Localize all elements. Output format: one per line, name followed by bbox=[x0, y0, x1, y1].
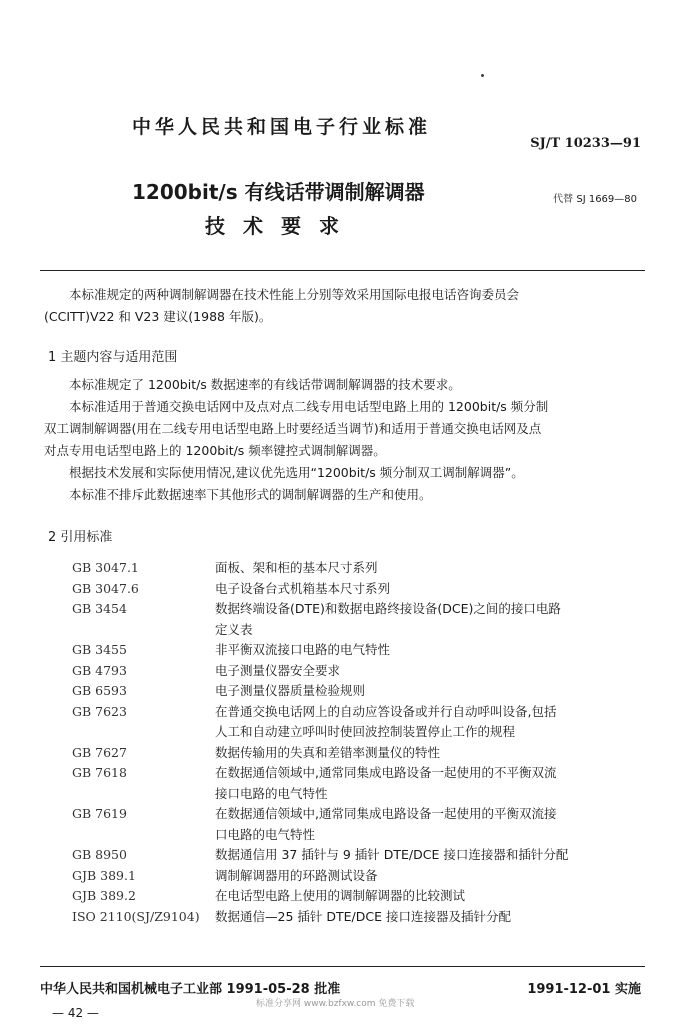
section-1-line: 本标准适用于普通交换电话网中及点对点二线专用电话型电路上用的 1200bit/s 频分制 bbox=[69, 399, 549, 414]
reference-title: 定义表 bbox=[215, 621, 253, 637]
reference-code: GB 3454 bbox=[72, 601, 127, 616]
reference-title: 数据通信用 37 插针与 9 插针 DTE/DCE 接口连接器和插针分配 bbox=[215, 847, 569, 862]
reference-title: 在电话型电路上使用的调制解调器的比较测试 bbox=[215, 888, 466, 903]
reference-row bbox=[72, 763, 652, 804]
reference-code: ISO 2110(SJ/Z9104) bbox=[72, 908, 200, 924]
intro-paragraph bbox=[44, 284, 642, 328]
reference-code: GJB 389.2 bbox=[72, 888, 136, 903]
reference-row bbox=[72, 599, 652, 640]
reference-code: GB 6593 bbox=[72, 683, 127, 698]
reference-code: GB 7627 bbox=[72, 744, 127, 760]
section-1-heading: 1 主题内容与适用范围 bbox=[48, 350, 178, 365]
reference-title: 接口电路的电气特性 bbox=[215, 785, 328, 801]
implementation-date: 1991-12-01 实施 bbox=[527, 982, 641, 997]
reference-row bbox=[72, 579, 652, 600]
reference-code: GB 8950 bbox=[72, 847, 127, 862]
reference-row bbox=[72, 702, 652, 743]
reference-title: 在数据通信领域中,通常同集成电路设备一起使用的平衡双流接 bbox=[215, 806, 557, 821]
approval-note: 中华人民共和国机械电子工业部 1991-05-28 批准 bbox=[40, 982, 341, 997]
reference-row bbox=[72, 558, 652, 579]
reference-code: GB 3047.6 bbox=[72, 580, 139, 596]
reference-title: 口电路的电气特性 bbox=[215, 826, 316, 842]
reference-code: GJB 389.1 bbox=[72, 867, 136, 883]
standard-body-heading: 中华人民共和国电子行业标准 bbox=[132, 116, 432, 138]
intro-line: (CCITT)V22 和 V23 建议(1988 年版)。 bbox=[44, 309, 272, 324]
reference-title: 电子测量仪器安全要求 bbox=[215, 662, 341, 678]
section-1-line: 对点专用电话型电路上的 1200bit/s 频率键控式调制解调器。 bbox=[44, 443, 386, 458]
document-subtitle: 技术要求 bbox=[205, 214, 357, 238]
reference-title: 调制解调器用的环路测试设备 bbox=[215, 867, 378, 883]
reference-title: 数据终端设备(DTE)和数据电路终接设备(DCE)之间的接口电路 bbox=[215, 601, 561, 616]
reference-title: 在数据通信领域中,通常同集成电路设备一起使用的不平衡双流 bbox=[215, 765, 557, 780]
reference-row bbox=[72, 804, 652, 845]
reference-row bbox=[72, 866, 652, 887]
reference-title: 数据通信—25 插针 DTE/DCE 接口连接器及插针分配 bbox=[215, 908, 511, 924]
section-1-line: 双工调制解调器(用在二线专用电话型电路上时要经适当调节)和适用于普通交换电话网及点 bbox=[44, 421, 542, 436]
reference-title: 人工和自动建立呼叫时使回波控制装置停止工作的规程 bbox=[215, 724, 516, 739]
reference-title: 非平衡双流接口电路的电气特性 bbox=[215, 642, 391, 657]
replaces-note: 代替 SJ 1669—80 bbox=[553, 194, 637, 205]
reference-row bbox=[72, 640, 652, 661]
section-1-line: 本标准不排斥此数据速率下其他形式的调制解调器的生产和使用。 bbox=[69, 487, 432, 502]
watermark-text: 标准分享网 www.bzfxw.com 免费下载 bbox=[256, 999, 415, 1009]
reference-title: 电子测量仪器质量检验规则 bbox=[215, 683, 366, 698]
top-divider bbox=[40, 270, 645, 271]
reference-code: GB 4793 bbox=[72, 662, 127, 678]
section-1-body bbox=[44, 374, 642, 506]
reference-code: GB 7618 bbox=[72, 765, 127, 780]
reference-title: 在普通交换电话网上的自动应答设备或并行自动呼叫设备,包括 bbox=[215, 703, 557, 719]
reference-title: 电子设备台式机箱基本尺寸系列 bbox=[215, 580, 391, 596]
section-2-heading: 2 引用标准 bbox=[48, 530, 113, 545]
reference-code: GB 3047.1 bbox=[72, 560, 139, 575]
reference-code: GB 3455 bbox=[72, 642, 127, 657]
scan-speck bbox=[481, 74, 484, 77]
standard-code: SJ/T 10233—91 bbox=[530, 136, 641, 151]
reference-code: GB 7619 bbox=[72, 806, 127, 821]
intro-line: 本标准规定的两种调制解调器在技术性能上分别等效采用国际电报电话咨询委员会 bbox=[69, 287, 520, 302]
reference-code: GB 7623 bbox=[72, 703, 127, 719]
bottom-divider bbox=[40, 966, 645, 967]
section-1-line: 本标准规定了 1200bit/s 数据速率的有线话带调制解调器的技术要求。 bbox=[69, 377, 461, 392]
section-1-line: 根据技术发展和实际使用情况,建议优先选用“1200bit/s 频分制双工调制解调器”。 bbox=[69, 465, 524, 480]
reference-row bbox=[72, 681, 652, 702]
document-title: 1200bit/s 有线话带调制解调器 bbox=[132, 180, 425, 204]
reference-row bbox=[72, 886, 652, 907]
reference-row bbox=[72, 845, 652, 866]
page-number: — 42 — bbox=[52, 1006, 99, 1020]
reference-row bbox=[72, 907, 652, 928]
reference-title: 数据传输用的失真和差错率测量仪的特性 bbox=[215, 744, 441, 760]
reference-row bbox=[72, 661, 652, 682]
reference-title: 面板、架和柜的基本尺寸系列 bbox=[215, 560, 378, 575]
reference-row bbox=[72, 743, 652, 764]
reference-list bbox=[72, 558, 652, 927]
